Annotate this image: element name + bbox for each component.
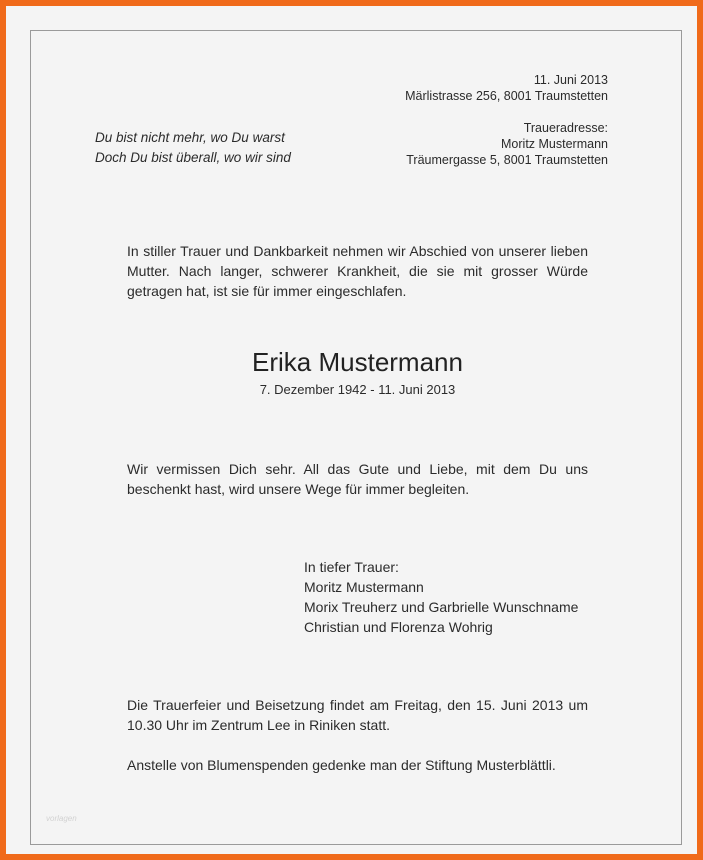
service-paragraph: Die Trauerfeier und Beisetzung findet am Freitag, den 15. Juni 2013 um 10.30 Uhr im Zentrum Lee in Riniken statt.	[127, 697, 588, 733]
motto-line-1: Du bist nicht mehr, wo Du warst	[95, 130, 285, 145]
mourner-name: Moritz Mustermann	[304, 579, 424, 595]
donation-paragraph: Anstelle von Blumenspenden gedenke man der Stiftung Musterblättli.	[127, 757, 556, 773]
mourning-contact-name: Moritz Mustermann	[501, 137, 608, 151]
deceased-name: Erika Mustermann	[252, 347, 463, 377]
mourners-heading: In tiefer Trauer:	[304, 559, 399, 575]
life-dates: 7. Dezember 1942 - 11. Juni 2013	[259, 382, 456, 397]
mourning-address-label: Traueradresse:	[523, 121, 608, 135]
intro-paragraph: In stiller Trauer und Dankbarkeit nehmen wir Abschied von unserer lieben Mutter. Nach langer, schwerer Krankheit, die sie mit grosser Würde getragen hat, ist sie für immer eingeschlafen.	[127, 243, 588, 299]
deceased-block	[6, 345, 703, 399]
motto-line-2: Doch Du bist überall, wo wir sind	[95, 150, 291, 165]
watermark: vorlagen	[46, 814, 77, 823]
mourners-list	[304, 557, 578, 637]
mourner-name: Christian und Florenza Wohrig	[304, 619, 493, 635]
header-address-block	[348, 72, 608, 168]
mourning-address: Träumergasse 5, 8001 Traumstetten	[406, 153, 608, 167]
notice-date: 11. Juni 2013	[533, 73, 608, 87]
farewell-paragraph: Wir vermissen Dich sehr. All das Gute und Liebe, mit dem Du uns beschenkt hast, wird unsere Wege für immer begleiten.	[127, 461, 588, 497]
sender-address: Märlistrasse 256, 8001 Traumstetten	[405, 89, 608, 103]
motto-quote	[95, 128, 291, 168]
mourner-name: Morix Treuherz und Garbrielle Wunschname	[304, 599, 579, 615]
